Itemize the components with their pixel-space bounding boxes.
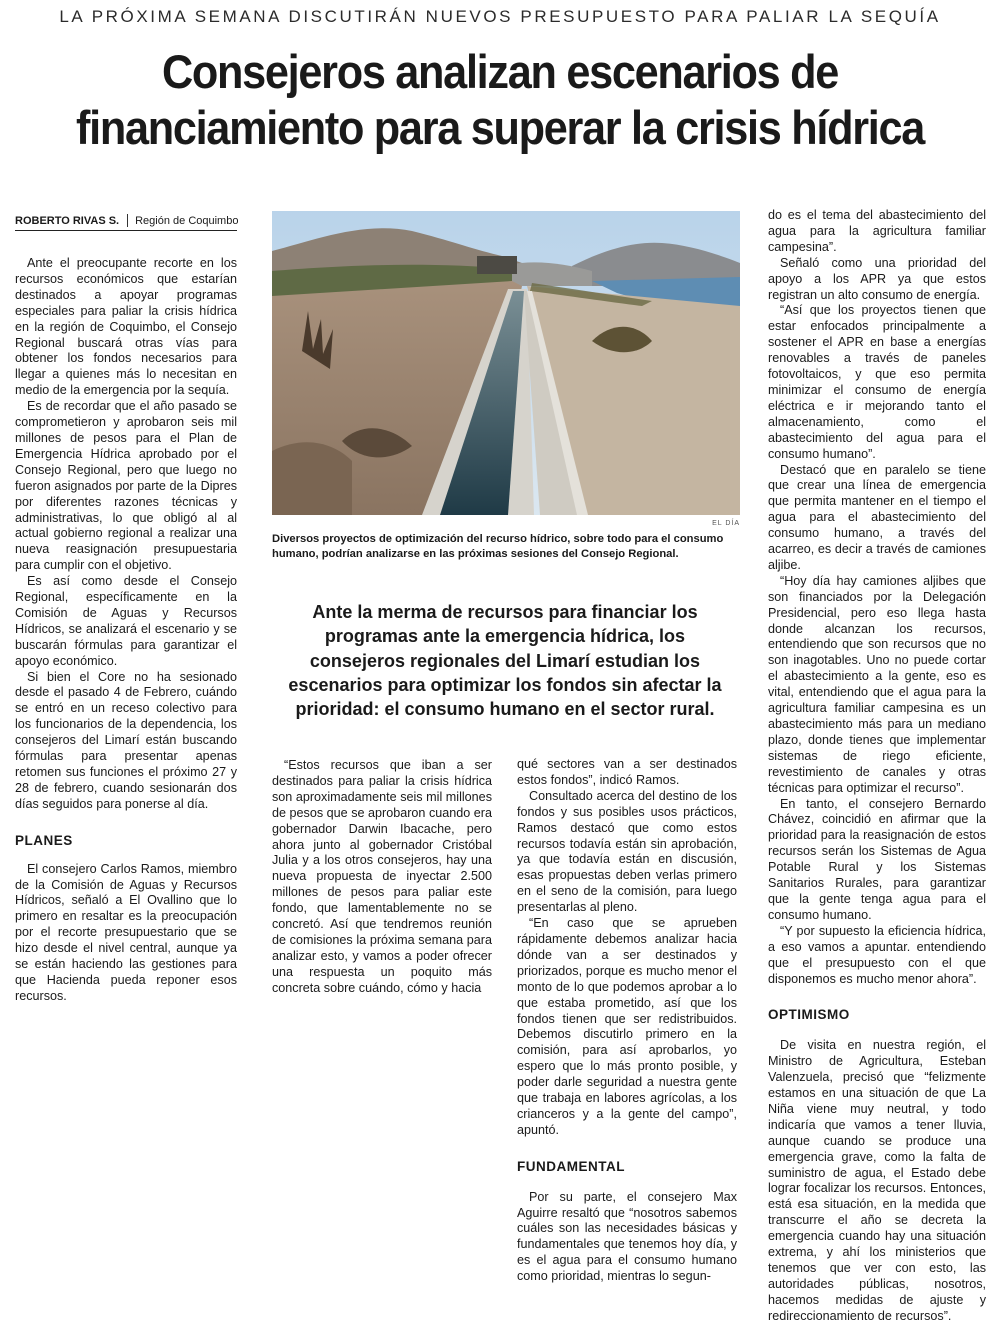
col4-paragraph-5: En tanto, el consejero Bernardo Chávez, coincidió en afirmar que la prioridad para la reasignación de estos recursos serán los Sistemas de Agua Potable Rural y los Sistemas Sanitarios Rurales, para garantizar que la gente tenga agua para el consumo humano. [768,796,986,922]
subhead-optimismo: OPTIMISMO [768,1007,850,1023]
col2-paragraph-1: “Estos recursos que iban a ser destinados para paliar la crisis hídrica son aproximadamente seis mil millones de pesos que se aprobaron cuando era gobernador Darwin Ibacache, pero ahora junto al gobernador Cristóbal Julia y a los otros consejeros, hay una nueva propuesta de inyectar 2.500 millones de pesos para paliar este fondo, que lamentablemente no se concretó. Así que tendremos reunión de comisiones la próxima semana para analizar esto, y vamos a poder ofrecer una respuesta un poquito más concreta sobre cuándo, cómo y hacia [272,758,492,995]
col1-paragraph-4: Si bien el Core no ha sesionado desde el pasado 4 de Febrero, cuándo se entró en un receso colectivo para los funcionarios de la dependencia, los consejeros del Limarí están buscando fórmulas para presentar apenas retomen sus funciones el próximo 27 y 28 de febrero, cuando sesionarán dos días seguidos para ponerse al día. [15,669,237,811]
photo-credit: EL DÍA [712,520,740,527]
col1-paragraph-1: Ante el preocupante recorte en los recursos económicos que estarían destinados a apoyar programas especiales para paliar la crisis hídrica en la región de Coquimbo, el Consejo Regional buscará otras vías para obtener los fondos necesarios para llegar a quienes más lo necesitan en medio de la emergencia por la sequía. [15,256,237,398]
kicker: LA PRÓXIMA SEMANA DISCUTIRÁN NUEVOS PRESUPUESTO PARA PALIAR LA SEQUÍA [59,7,941,26]
col1-paragraph-5: El consejero Carlos Ramos, miembro de la Comisión de Aguas y Recursos Hídricos, señaló a El Ovallino que lo primero en resaltar es la preocupación por el recorte presupuestario que se hizo desde el nivel central, aunque ya se están haciendo las gestiones para que Hacienda pueda reponer esos recursos. [15,861,237,1003]
headline [40,44,960,156]
column-2 [272,758,492,997]
photo-canal [272,211,740,515]
pull-quote: Ante la merma de recursos para financiar los programas ante la emergencia hídrica, los consejeros regionales del Limarí estudian los escenarios para optimizar los fondos sin afectar la prioridad: el consumo humano en el sector rural. [288,602,722,720]
byline-location: Región de Coquimbo [135,215,239,227]
col1-paragraph-2: Es de recordar que el año pasado se comprometieron y aprobaron seis mil millones de pesos para el Plan de Emergencia Hídrica aprobado por el Consejo Regional, pero que luego no fueron asignados por parte de la Dipres por diferentes razones técnicas y administrativas, lo que obligó al al actual gobierno regional a realizar una nueva reasignación presupuestaria para cumplir con el objetivo. [15,399,237,573]
col3-paragraph-1: Consultado acerca del destino de los fondos y sus posibles usos prácticos, Ramos destacó que como estos recursos todavía están sin aprobación, ya que todavía están en discusión, esas propuestas deben verlas primero en el seno de la comisión, para luego presentarlas al pleno. [517,788,737,915]
column-4 [768,208,986,1325]
canal-photo-image [272,211,740,515]
subhead-fundamental: FUNDAMENTAL [517,1158,625,1174]
byline-author: ROBERTO RIVAS S. [15,215,120,227]
byline-separator [127,214,128,227]
subhead-planes: PLANES [15,832,73,848]
col4-paragraph-3: Destacó que en paralelo se tiene que crear una línea de emergencia que permita mantener en el tiempo el agua para el abastecimiento del consumo humano, a través del acarreo, es decir a través de camiones aljibe. [768,462,986,572]
col4-paragraph-2: “Así que los proyectos tienen que estar enfocados principalmente a sostener el APR en base a energías renovables a través de paneles fotovoltaicos, y que eso permita minimizar el consumo de energía eléctrica e ir mejorando tanto el almacenamiento, como el abastecimiento del agua para el consumo humano”. [768,303,986,461]
headline-line-1: Consejeros analizan escenarios de [161,45,839,98]
col4-paragraph-1: Señaló como una prioridad del apoyo a los APR ya que estos registran un alto consumo de energía. [768,255,986,302]
col4-paragraph-6: “Y por supuesto la eficiencia hídrica, a eso vamos a apuntar. entendiendo que el presupuesto con el que disponemos es mucho menor ahora”. [768,923,986,986]
col4-paragraph-4: “Hoy día hay camiones aljibes que son financiados por la Delegación Presidencial, pero eso llega hasta donde alcanzan los recursos, entendiendo que son recursos que no son inagotables. Uno no puede cortar el abastecimiento a la gente, eso es vital, entendiendo que el agua para la agricultura familiar campesina es un abastecimiento más para un mediano plazo, donde tienes que implementar sistemas de riego eficiente, revestimiento de canales y otras técnicas para optimizar el recurso”. [768,573,986,795]
column-3 [517,757,737,1285]
col4-paragraph-7: De visita en nuestra región, el Ministro de Agricultura, Esteban Valenzuela, precisó que “felizmente estamos en una situación de que La Niña viene muy neutral, y todo indicaría que vamos a tener lluvia, aunque cuando se produce una emergencia grave, como la falta de suministro de agua, el Estado debe lograr focalizar los recursos. Entonces, está esa situación, en la medida que transcurre el año se decreta la emergencia cuando hay una situación extrema, y ahí los ministerios que tenemos que ver con esto, las autoridades públicas, nosotros, hacemos medidas de ajuste y redireccionamiento de recursos”. [768,1038,986,1323]
col3-paragraph-0: qué sectores van a ser destinados estos fondos”, indicó Ramos. [517,757,737,787]
photo-caption: Diversos proyectos de optimización del recurso hídrico, sobre todo para el consumo humano, podrían analizarse en las próximas sesiones del Consejo Regional. [272,533,724,560]
col3-paragraph-2: “En caso que se aprueben rápidamente debemos analizar hacia dónde van a ser destinados y priorizados, porque es mucho menor el monto de lo que podemos aprobar a lo que estaba prometido, así que los fondos tienen que ser redistribuidos. Debemos discutirlo primero en la comisión, para así aprobarlos, yo espero que lo más pronto posible, y poder darle seguridad a nuestra gente que trabaja en labores agrícolas, a los crianceros y a la gente del campo”, apuntó. [517,916,737,1137]
byline [15,214,237,231]
col4-paragraph-0: do es el tema del abastecimiento del agua para la agricultura familiar campesina”. [768,208,986,254]
col1-paragraph-3: Es así como desde el Consejo Regional, específicamente en la Comisión de Aguas y Recursos Hídricos, se analizará el escenario y se buscarán fórmulas para garantizar el apoyo económico. [15,574,237,668]
headline-line-2: financiamiento para superar la crisis hídrica [75,101,925,154]
col3-paragraph-3: Por su parte, el consejero Max Aguirre resaltó que “nosotros sabemos cuáles son las necesidades básicas y fundamentales que tenemos hoy día, y es el agua para el consumo humano como prioridad, mientras lo segun- [517,1189,737,1284]
column-1 [15,256,237,1005]
